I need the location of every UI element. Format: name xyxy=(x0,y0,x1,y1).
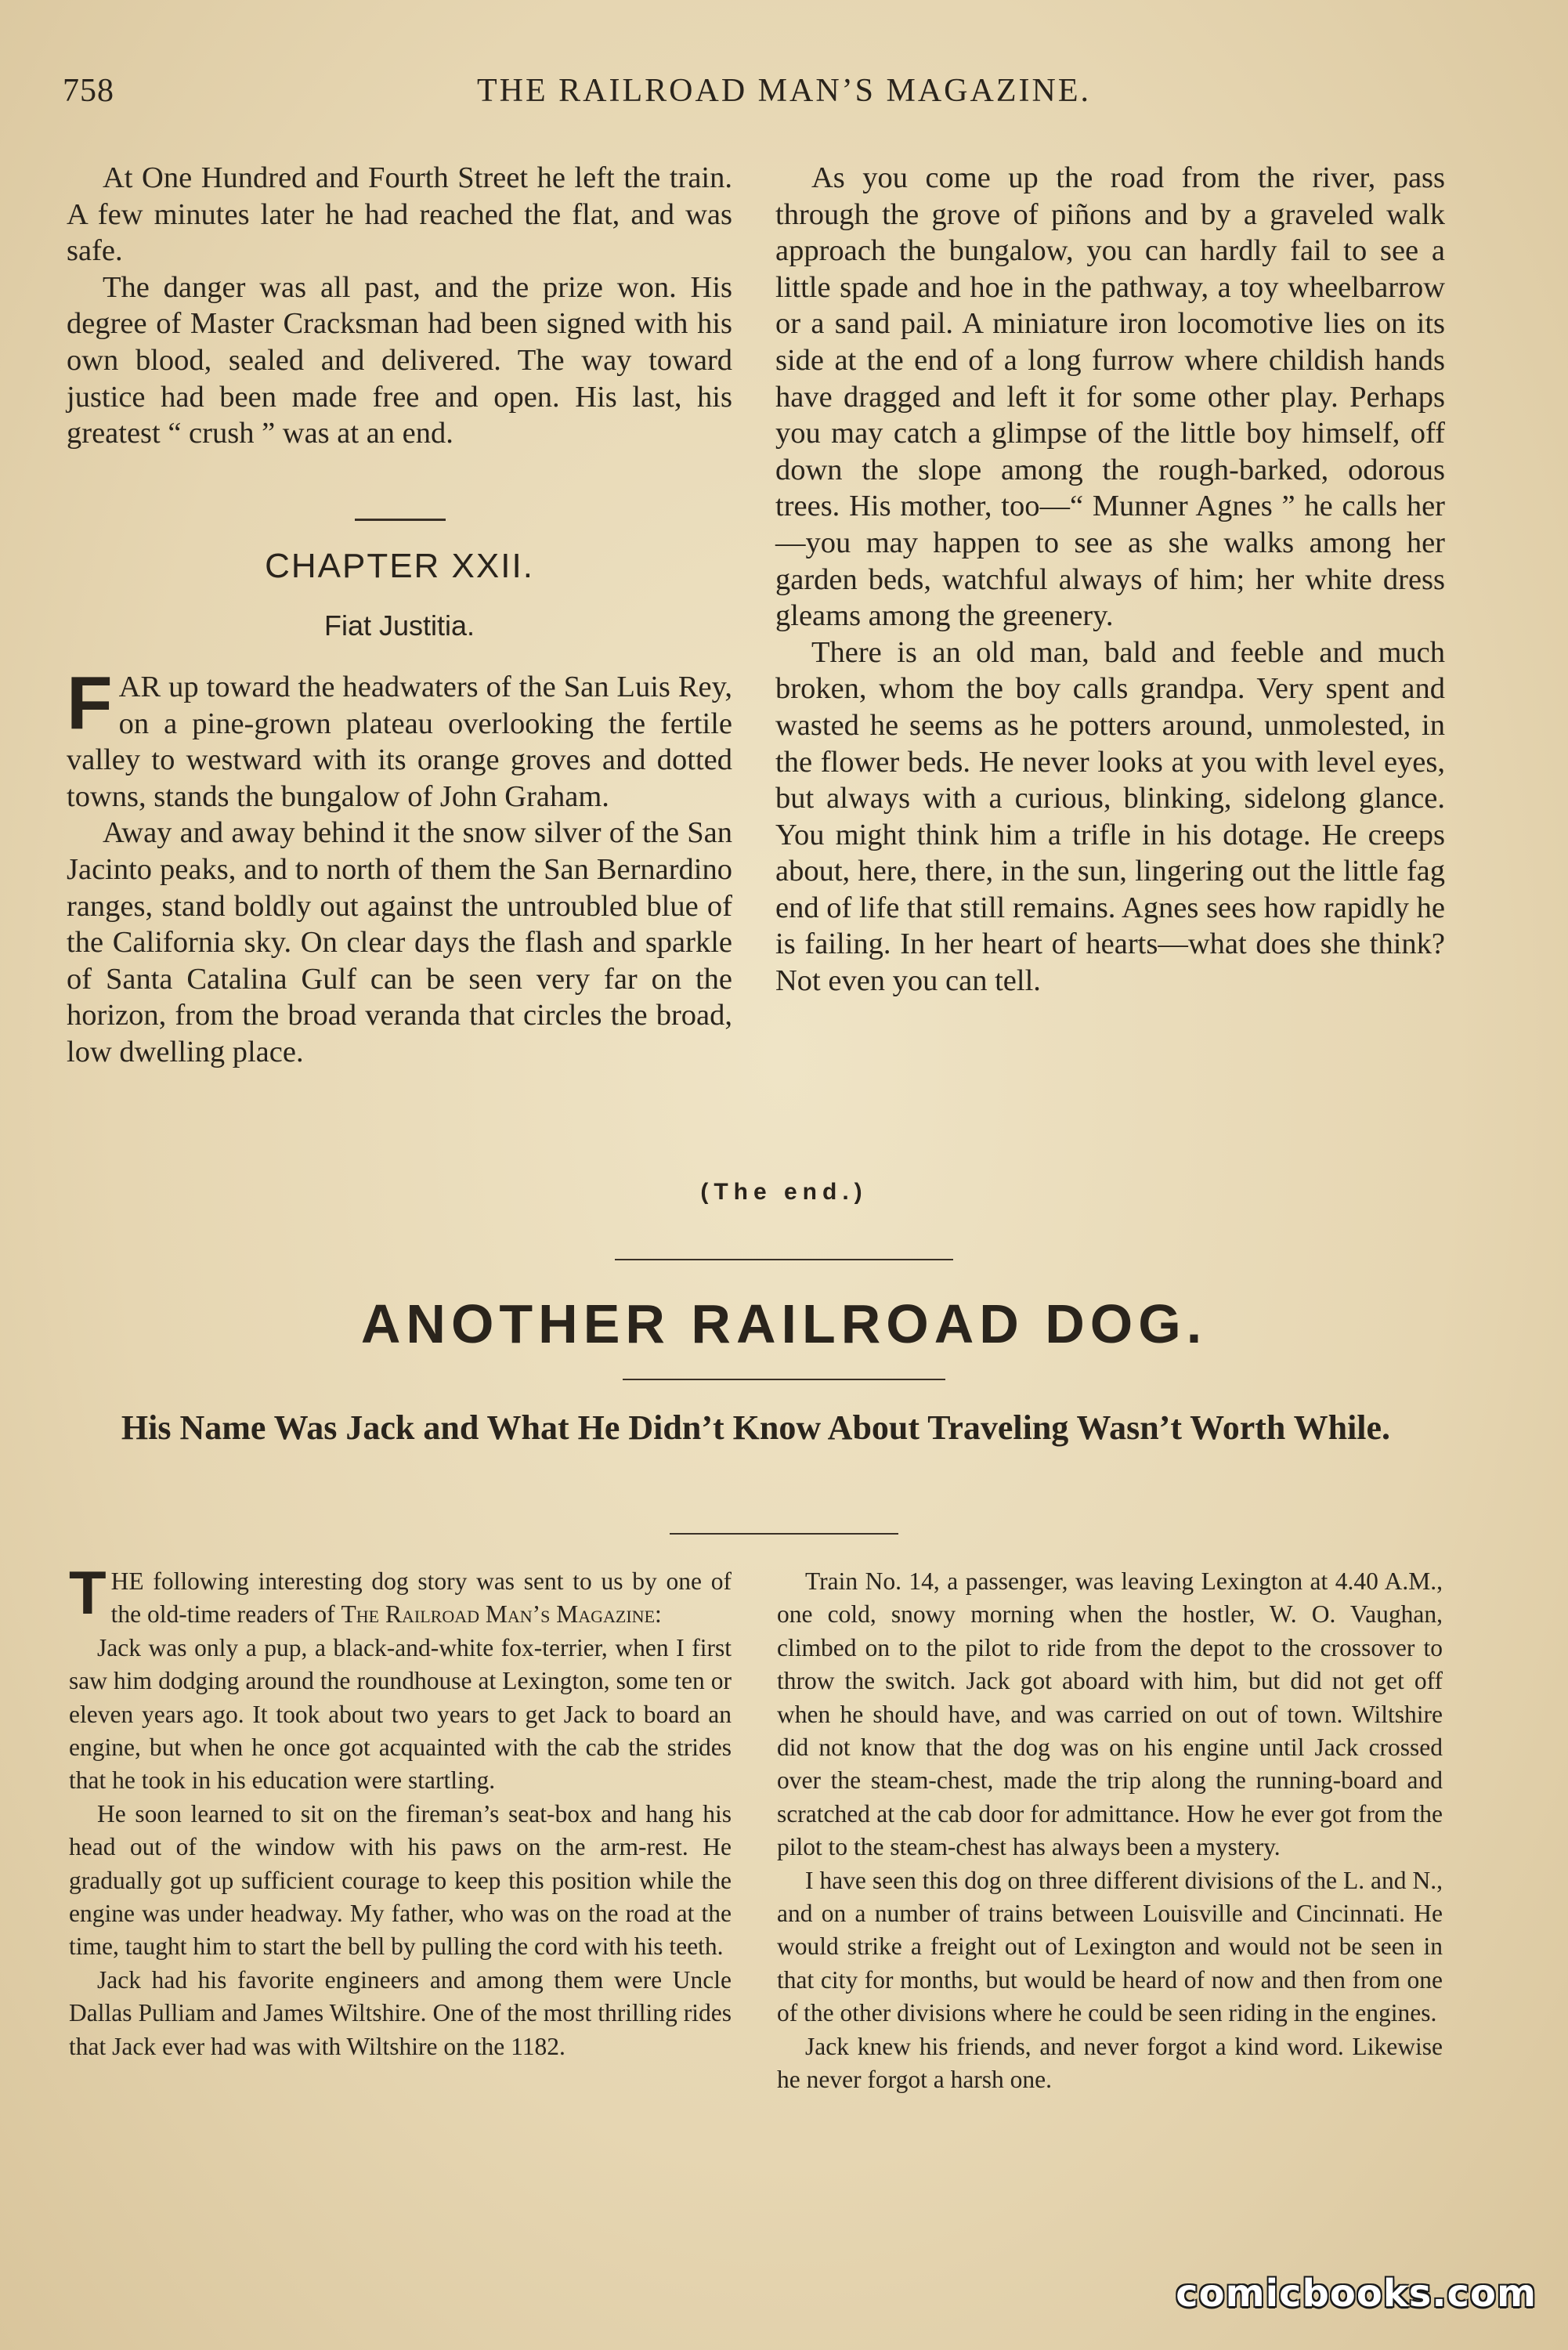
chapter-divider xyxy=(355,519,446,521)
story-left-column-chapter xyxy=(67,661,732,1071)
story-paragraph: The danger was all past, and the prize won. His degree of Master Cracksman had been signed with his own blood, sealed and delivered. The way toward justice had been made free and open. His last, his greatest “ crush ” was at an end. xyxy=(67,270,732,450)
article-paragraph: I have seen this dog on three different divisions of the L. and N., and on a number of trains between Louisville and Cincinnati. He would strike a freight out of Lexington and would not be seen in that city for months, but would be heard of now and then from one of the other divisions where he could be seen riding in the engines. xyxy=(777,1866,1443,2027)
page-number: 758 xyxy=(63,73,114,109)
the-end-label: (The end.) xyxy=(700,1179,868,1205)
intro-punctuation: : xyxy=(655,1600,662,1629)
article-paragraph: Jack had his favorite engineers and among them were Uncle Dallas Pulliam and James Wiltshire. One of the most thrilling rides that Jack ever had was with Wiltshire on the 1182. xyxy=(69,1965,732,2060)
drop-cap: T xyxy=(69,1558,107,1627)
article-paragraph: Jack knew his friends, and never forgot a kind word. Likewise he never forgot a harsh one. xyxy=(777,2032,1443,2094)
article-left-column xyxy=(69,1558,732,2063)
story-paragraph: As you come up the road from the river, pass through the grove of piñons and by a graveled walk approach the bungalow, you can hardly fail to see a little spade and hoe in the pathway, a toy wheelbarrow or a sand pail. A miniature iron locomotive lies on its side at the end of a long furrow where childish hands have dragged and left it for some other play. Perhaps you may catch a glimpse of the little boy himself, off down the slope among the rough-barked, odorous trees. His mother, too—“ Munner Agnes ” he calls her—you may happen to see as she walks among her garden beds, watchful always of him; her white dress gleams among the greenery. xyxy=(775,161,1445,633)
article-title: ANOTHER RAILROAD DOG. xyxy=(360,1293,1208,1354)
article-subtitle: His Name Was Jack and What He Didn’t Know About Traveling Wasn’t Worth While. xyxy=(121,1408,1391,1447)
title-underline xyxy=(623,1379,945,1380)
site-watermark: comicbooks.com xyxy=(1176,2272,1537,2316)
article-right-column xyxy=(777,1565,1443,2097)
chapter-opening-text: AR up toward the headwaters of the San Luis Rey, on a pine-grown plateau overlooking the fertile valley to westward with its orange groves and dotted towns, stands the bungalow of John Graham. xyxy=(67,671,732,813)
running-head: THE RAILROAD MAN’S MAGAZINE. xyxy=(477,73,1091,109)
story-right-column xyxy=(775,160,1445,1000)
section-divider xyxy=(615,1259,953,1260)
article-intro-paragraph xyxy=(69,1558,732,1632)
article-paragraph: Train No. 14, a passenger, was leaving Lexington at 4.40 A.M., one cold, snowy morning when the hostler, W. O. Vaughan, climbed on to the pilot to ride from the depot to the crossover to throw the switch. Jack got aboard with him, but did not get off when he should have, and was carried on out of town. Wiltshire did not know that the dog was on his engine until Jack crossed over the steam-chest, made the trip along the running-board and scratched at the cab door for admittance. How he ever got from the pilot to the steam-chest has always been a mystery. xyxy=(777,1567,1443,1861)
drop-cap: F xyxy=(67,661,113,745)
subtitle-underline xyxy=(670,1533,898,1535)
chapter-subtitle: Fiat Justitia. xyxy=(323,609,475,642)
story-paragraph: There is an old man, bald and feeble and much broken, whom the boy calls grandpa. Very spent and wasted he seems as he potters around, unmolested, in the flower beds. He never looks at you with level eyes, but always with a curious, blinking, sidelong glance. You might think him a trifle in his dotage. He creeps about, here, there, in the sun, lingering out the little fag end of life that still remains. Agnes sees how rapidly he is failing. In her heart of hearts—what does she think? Not even you can tell. xyxy=(775,635,1445,998)
chapter-opening-paragraph xyxy=(67,661,732,815)
story-paragraph: At One Hundred and Fourth Street he left the train. A few minutes later he had reached the flat, and was safe. xyxy=(67,161,732,268)
article-paragraph: Jack was only a pup, a black-and-white fox-terrier, when I first saw him dodging around the roundhouse at Lexington, some ten or eleven years ago. It took about two years to get Jack to board an engine, but when he once got acquainted with the cab the strides that he took in his education were startling. xyxy=(69,1633,732,1795)
story-paragraph: Away and away behind it the snow silver of the San Jacinto peaks, and to north of them the San Bernardino ranges, stand boldly out against the untroubled blue of the California sky. On clear days the flash and sparkle of Santa Catalina Gulf can be seen very far on the horizon, from the broad veranda that circles the broad, low dwelling place. xyxy=(67,816,732,1068)
story-left-column-top xyxy=(67,160,732,452)
article-paragraph: He soon learned to sit on the fireman’s seat-box and hang his head out of the window with his paws on the arm-rest. He gradually got up sufficient courage to keep this position while the engine was under headway. My father, who was on the road at the time, taught him to start the bell by pulling the cord with his teeth. xyxy=(69,1799,732,1961)
intro-text: HE following interesting dog story was sent to us by one of the old-time readers of xyxy=(110,1567,732,1629)
magazine-name: The Railroad Man’s Magazine xyxy=(341,1600,656,1629)
chapter-title: CHAPTER XXII. xyxy=(265,547,534,585)
